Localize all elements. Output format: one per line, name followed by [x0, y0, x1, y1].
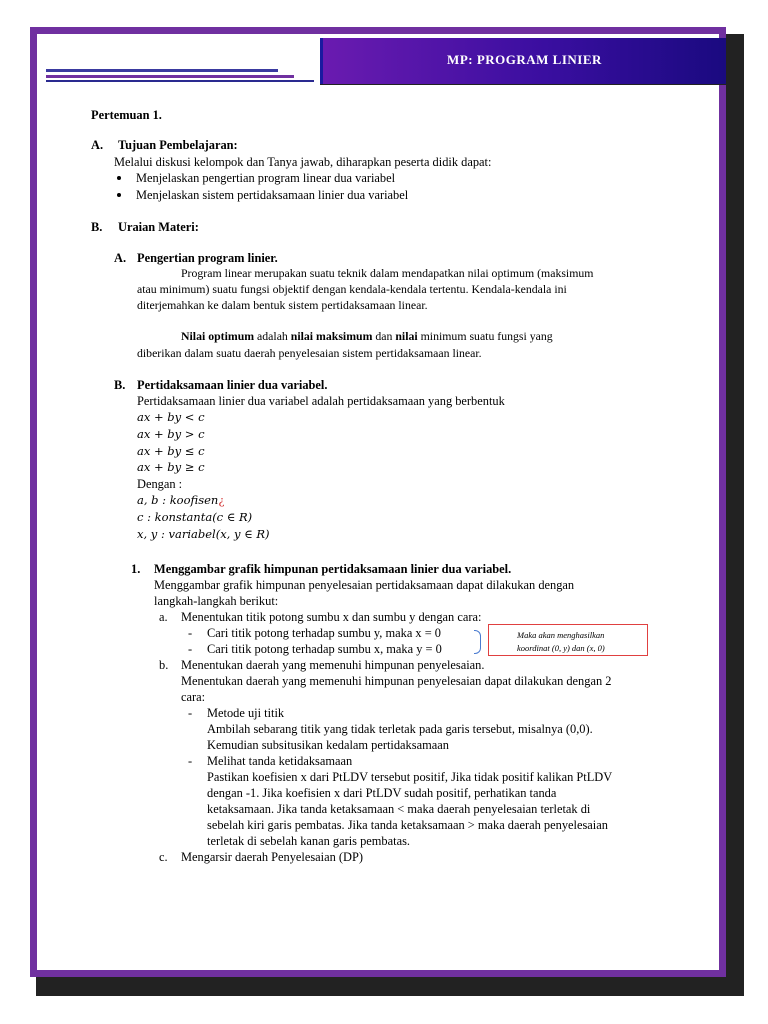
text-run: dan [375, 329, 393, 343]
step-b-label: b. [159, 658, 169, 672]
section-a-label: A. [91, 138, 104, 152]
dash: - [188, 626, 193, 640]
subsection-b-intro: Pertidaksamaan linier dua variabel adalah pertidaksamaan yang berbentuk [137, 394, 505, 408]
paragraph-line: Kemudian subsitusikan kedalam pertidaksamaan [207, 738, 449, 752]
paragraph-line: ketaksamaan. Jika tanda ketaksamaan < maka daerah penyelesaian terletak di [207, 802, 591, 816]
formula: ax + by ≥ c [137, 460, 205, 474]
paragraph-line [181, 331, 553, 343]
dash: - [188, 642, 193, 656]
paragraph-line: cara: [181, 690, 206, 704]
subsection-b-title: Pertidaksamaan linier dua variabel. [137, 378, 328, 392]
method-title: Metode uji titik [207, 706, 285, 720]
subsection-1-title: Menggambar grafik himpunan pertidaksamaan linier dua variabel. [154, 562, 512, 576]
callout-box [488, 624, 648, 656]
bullet-dot [117, 193, 121, 197]
paragraph-line: terletak di sebelah kanan garis pembatas. [207, 834, 410, 848]
bold-term: nilai [395, 329, 418, 343]
section-a-intro: Melalui diskusi kelompok dan Tanya jawab, diharapkan peserta didik dapat: [114, 155, 492, 169]
step-a-text: Menentukan titik potong sumbu x dan sumbu y dengan cara: [181, 610, 482, 624]
step-a-item: Cari titik potong terhadap sumbu x, maka y = 0 [207, 642, 442, 656]
step-b-text: Menentukan daerah yang memenuhi himpunan penyelesaian. [181, 658, 485, 672]
formula: ax + by ≤ c [137, 444, 205, 458]
step-a-label: a. [159, 610, 168, 624]
paragraph-line: Menggambar grafik himpunan penyelesaian pertidaksamaan dapat dilakukan dengan [154, 578, 575, 592]
header-title: MP: PROGRAM LINIER [447, 52, 602, 67]
dash: - [188, 706, 193, 720]
objective-item: Menjelaskan sistem pertidaksamaan linier dua variabel [136, 188, 409, 202]
paragraph-line: diberikan dalam suatu daerah penyelesaian sistem pertidaksamaan linear. [137, 346, 482, 360]
definition: x, y : variabel(x, y ∈ R) [137, 527, 270, 541]
method-title: Melihat tanda ketidaksamaan [207, 754, 353, 768]
objective-item: Menjelaskan pengertian program linear dua variabel [136, 171, 396, 185]
callout-text: Maka akan menghasilkan [517, 630, 605, 640]
bold-term: Nilai optimum [181, 329, 255, 343]
paragraph-line: atau minimum) suatu fungsi objektif dengan kendala-kendala tertentu. Kendala-kendala ini [137, 282, 567, 296]
step-c-label: c. [159, 850, 168, 864]
step-c-text: Mengarsir daerah Penyelesaian (DP) [181, 850, 364, 864]
text-run: adalah [257, 329, 288, 343]
callout-text: koordinat (0, y) dan (x, 0) [517, 643, 605, 653]
section-a-title: Tujuan Pembelajaran: [118, 138, 238, 152]
definition [137, 495, 225, 507]
paragraph-line: Pastikan koefisien x dari PtLDV tersebut positif, Jika tidak positif kalikan PtLDV [207, 770, 613, 784]
paragraph-line: dengan -1. Jika koefisien x dari PtLDV sudah positif, perhatikan tanda [207, 786, 557, 800]
subsection-a-label: A. [114, 251, 127, 265]
paragraph-line: Menentukan daerah yang memenuhi himpunan penyelesaian dapat dilakukan dengan 2 [181, 674, 612, 688]
meeting-title: Pertemuan 1. [91, 108, 162, 122]
bullet-dot [117, 176, 121, 180]
bold-term: nilai maksimum [290, 329, 373, 343]
definition-text: a, b : koofisen [137, 493, 219, 507]
section-b-label: B. [91, 220, 103, 234]
step-a-item: Cari titik potong terhadap sumbu y, maka x = 0 [207, 626, 441, 640]
definition: c : konstanta(c ∈ R) [137, 510, 253, 524]
stray-glyph: ¿ [218, 493, 225, 507]
paragraph-line: Ambilah sebarang titik yang tidak terletak pada garis tersebut, misalnya (0,0). [207, 722, 593, 736]
paragraph-line: sebelah kiri garis pembatas. Jika tanda ketaksamaan > maka daerah penyelesaian [207, 818, 608, 832]
dengan-label: Dengan : [137, 477, 183, 491]
subsection-1-label: 1. [131, 562, 141, 576]
formula: ax + by < c [137, 410, 205, 424]
subsection-a-title: Pengertian program linier. [137, 251, 278, 265]
dash: - [188, 754, 193, 768]
subsection-b-label: B. [114, 378, 126, 392]
section-b-title: Uraian Materi: [118, 220, 199, 234]
paragraph-line: langkah-langkah berikut: [154, 594, 279, 608]
formula: ax + by > c [137, 427, 205, 441]
paragraph-line: Program linear merupakan suatu teknik dalam mendapatkan nilai optimum (maksimum [181, 266, 594, 280]
brace-icon [474, 630, 481, 654]
text-run: minimum suatu fungsi yang [420, 329, 553, 343]
paragraph-line: diterjemahkan ke dalam bentuk sistem pertidaksamaan linear. [137, 298, 428, 312]
